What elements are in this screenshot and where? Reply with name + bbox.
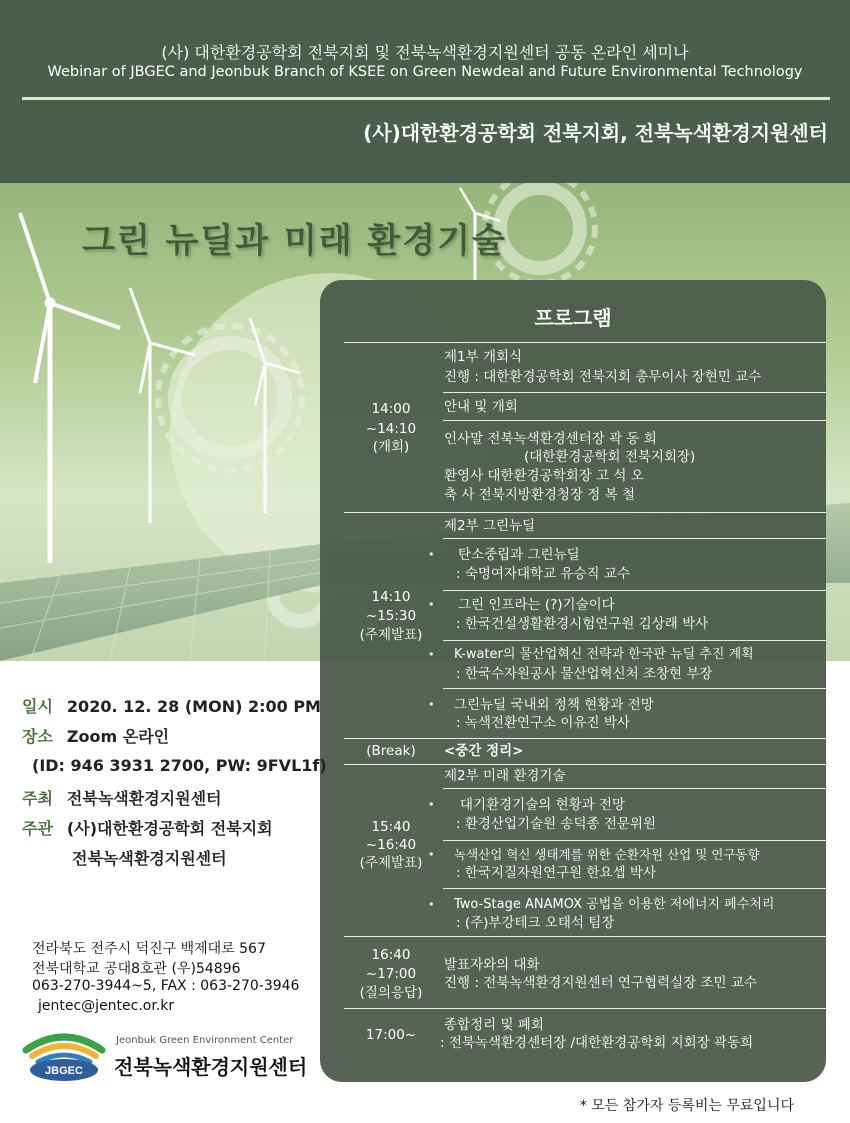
event-host xyxy=(22,786,221,809)
break-title: <중간 정리> xyxy=(444,743,524,759)
phone-fax: 063-270-3944~5, FAX : 063-270-3946 xyxy=(32,978,300,994)
session-title: 발표자와의 대화 xyxy=(444,957,540,973)
divider xyxy=(443,640,826,641)
talk-title: Two-Stage ANAMOX 공법을 이용한 저에너지 폐수처리 xyxy=(454,897,775,912)
section-heading: 제1부 개회식 xyxy=(444,349,523,365)
contact-email: jentec@jentec.or.kr xyxy=(38,998,175,1014)
divider xyxy=(443,788,826,789)
divider xyxy=(344,512,826,513)
header-divider xyxy=(22,97,830,100)
talk-title: 그린뉴딜 국내외 정책 현황과 전망 xyxy=(454,697,654,713)
time-start: 15:40 xyxy=(371,819,411,835)
host-label: 주최 xyxy=(22,789,53,808)
address-line: 전북대학교 공대8호관 (우)54896 xyxy=(32,961,241,977)
talk-title: 그린 인프라는 (?)기술이다 xyxy=(458,597,615,613)
talk-speaker: : 숙명여자대학교 유승직 교수 xyxy=(456,566,630,582)
logo-english-name: Jeonbuk Green Environment Center xyxy=(116,1035,294,1046)
talk-speaker: : 녹색전환연구소 이유진 박사 xyxy=(456,715,630,731)
time-end: ~14:10 xyxy=(365,421,417,437)
session-host: 진행 : 전북녹색환경지원센터 연구협력실장 조민 교수 xyxy=(444,975,757,991)
greeting-line: 인사말 전북녹색환경센터장 곽 동 희 xyxy=(444,431,657,447)
event-date xyxy=(22,694,321,717)
greeting-line: (대한환경공학회 전북지회장) xyxy=(524,449,696,465)
divider xyxy=(344,342,826,343)
logo-korean-name: 전북녹색환경지원센터 xyxy=(114,1055,308,1079)
organizer-value: (사)대한환경공학회 전북지회 xyxy=(66,819,273,838)
divider xyxy=(344,936,826,937)
session-title: 종합정리 및 폐회 xyxy=(444,1017,544,1033)
time-label: (개회) xyxy=(372,439,410,455)
talk-speaker: : 한국수자원공사 물산업혁신처 조창현 부장 xyxy=(456,666,713,682)
talk-speaker: : 한국지질자원연구원 한요셉 박사 xyxy=(456,865,656,881)
divider xyxy=(443,888,826,889)
date-label: 일시 xyxy=(22,697,53,716)
talk-title: 탄소중립과 그린뉴딜 xyxy=(458,547,580,563)
session-host: : 전북녹색환경센터장 /대한환경공학회 지회장 곽동희 xyxy=(440,1035,754,1051)
session-title: 안내 및 개회 xyxy=(444,399,518,415)
host-value: 전북녹색환경지원센터 xyxy=(66,789,222,808)
time-label: (주제발표) xyxy=(359,627,423,643)
address-line: 전라북도 전주시 덕진구 백제대로 567 xyxy=(32,941,266,957)
organizer-label: 주관 xyxy=(22,819,53,838)
time-start: 14:10 xyxy=(371,589,411,605)
time-start: 16:40 xyxy=(371,947,411,963)
divider xyxy=(443,538,826,539)
date-value: 2020. 12. 28 (MON) 2:00 PM xyxy=(66,697,321,716)
logo-badge-text: JBGEC xyxy=(45,1065,83,1077)
divider xyxy=(443,420,826,421)
talk-title: 녹색산업 혁신 생태계를 위한 순환자원 산업 및 연구동향 xyxy=(454,847,760,862)
program-title: 프로그램 xyxy=(534,306,612,330)
place-value: Zoom 온라인 xyxy=(66,727,170,746)
registration-note: * 모든 참가자 등록비는 무료입니다 xyxy=(579,1098,794,1114)
divider xyxy=(443,688,826,689)
time-end: ~16:40 xyxy=(365,837,417,853)
event-place xyxy=(22,724,169,747)
program-panel: 프로그램 14:00 ~14:10 (개회) 제1부 개회식 진행 : 대한환경공학회 전북지회 총무이사 장현민 교수 안내 및 개회 인사말 전북녹색환경센터장 곽 동 희 (대한환경공학회 전북지회장) 환영사 대한환경공학회장 고 석 오 축 사 전북지방환경청장 정 복 철 14:10 ~15:30 (주제발표) 제2부 그린뉴딜 • 탄소중립과 그린뉴딜 : 숙명여자대학교 유승직 교수 • 그린 인프라는 (?)기술이다 : 한국건설생활환경시험연구원 김상래 박사 • K-water의 물산업혁신 전략과 한국판 뉴딜 추진 계획 : 한국수자원공사 물산업혁신처 조창현 부장 • 그린뉴딜 국내외 정책 현황과 전망 : 녹색전환연구소 이유진 박사 (Break) <중간 정리> 15:40 ~16:40 (주제발표) 제2부 미래 환경기술 • 대기환경기술의 현황과 전망 : 환경산업기술원 송덕종 전문위원 • 녹색산업 혁신 생태계를 위한 순환자원 산업 및 연구동향 : 한국지질자원연구원 한요셉 박사 • Two-Stage ANAMOX 공법을 이용한 저에너지 폐수처리 : (주)부강테크 오태석 팀장 16:40 ~17:00 (질의응답) 발표자와의 대화 진행 : 전북녹색환경지원센터 연구협력실장 조민 교수 17:00~ 종합정리 및 폐회 : 전북녹색환경센터장 /대한환경공학회 지회장 곽동희 xyxy=(320,280,826,1082)
organizer-name: (사)대한환경공학회 전북지회, 전북녹색환경지원센터 xyxy=(363,121,828,145)
header-banner xyxy=(0,0,850,183)
divider xyxy=(443,840,826,841)
session-host: 진행 : 대한환경공학회 전북지회 총무이사 장현민 교수 xyxy=(444,369,762,385)
zoom-credentials: (ID: 946 3931 2700, PW: 9FVL1f) xyxy=(32,756,327,775)
talk-speaker: : 한국건설생활환경시험연구원 김상래 박사 xyxy=(456,616,709,632)
divider xyxy=(443,590,826,591)
greeting-line: 환영사 대한환경공학회장 고 석 오 xyxy=(444,468,644,484)
seminar-title-korean: (사) 대한환경공학회 전북지회 및 전북녹색환경지원센터 공동 온라인 세미나 xyxy=(161,43,689,62)
section-heading: 제2부 그린뉴딜 xyxy=(444,518,536,534)
talk-title: 대기환경기술의 현황과 전망 xyxy=(460,797,626,813)
divider xyxy=(344,1008,826,1009)
time-end: ~15:30 xyxy=(365,608,417,624)
hero-title: 그린 뉴딜과 미래 환경기술 xyxy=(82,221,507,261)
section-heading: 제2부 미래 환경기술 xyxy=(444,768,566,784)
divider xyxy=(443,392,826,393)
greeting-line: 축 사 전북지방환경청장 정 복 철 xyxy=(444,487,635,503)
talk-speaker: : (주)부강테크 오태석 팀장 xyxy=(456,915,615,931)
talk-title: K-water의 물산업혁신 전략과 한국판 뉴딜 추진 계획 xyxy=(454,647,754,662)
time-label: (질의응답) xyxy=(359,985,423,1001)
jbgec-logo-icon xyxy=(20,1026,108,1084)
break-label: (Break) xyxy=(366,743,416,759)
divider xyxy=(344,764,826,765)
seminar-title-english: Webinar of JBGEC and Jeonbuk Branch of KSEE on Green Newdeal and Future Environmental Technology xyxy=(47,64,803,80)
time-end: ~17:00 xyxy=(365,966,417,982)
time-start: 14:00 xyxy=(371,401,411,417)
place-label: 장소 xyxy=(22,727,53,746)
time-start: 17:00~ xyxy=(365,1027,417,1043)
event-organizer xyxy=(22,816,273,839)
talk-speaker: : 환경산업기술원 송덕종 전문위원 xyxy=(456,816,656,832)
divider xyxy=(344,738,826,739)
event-organizer-2: 전북녹색환경지원센터 xyxy=(72,849,227,868)
time-label: (주제발표) xyxy=(359,855,423,871)
